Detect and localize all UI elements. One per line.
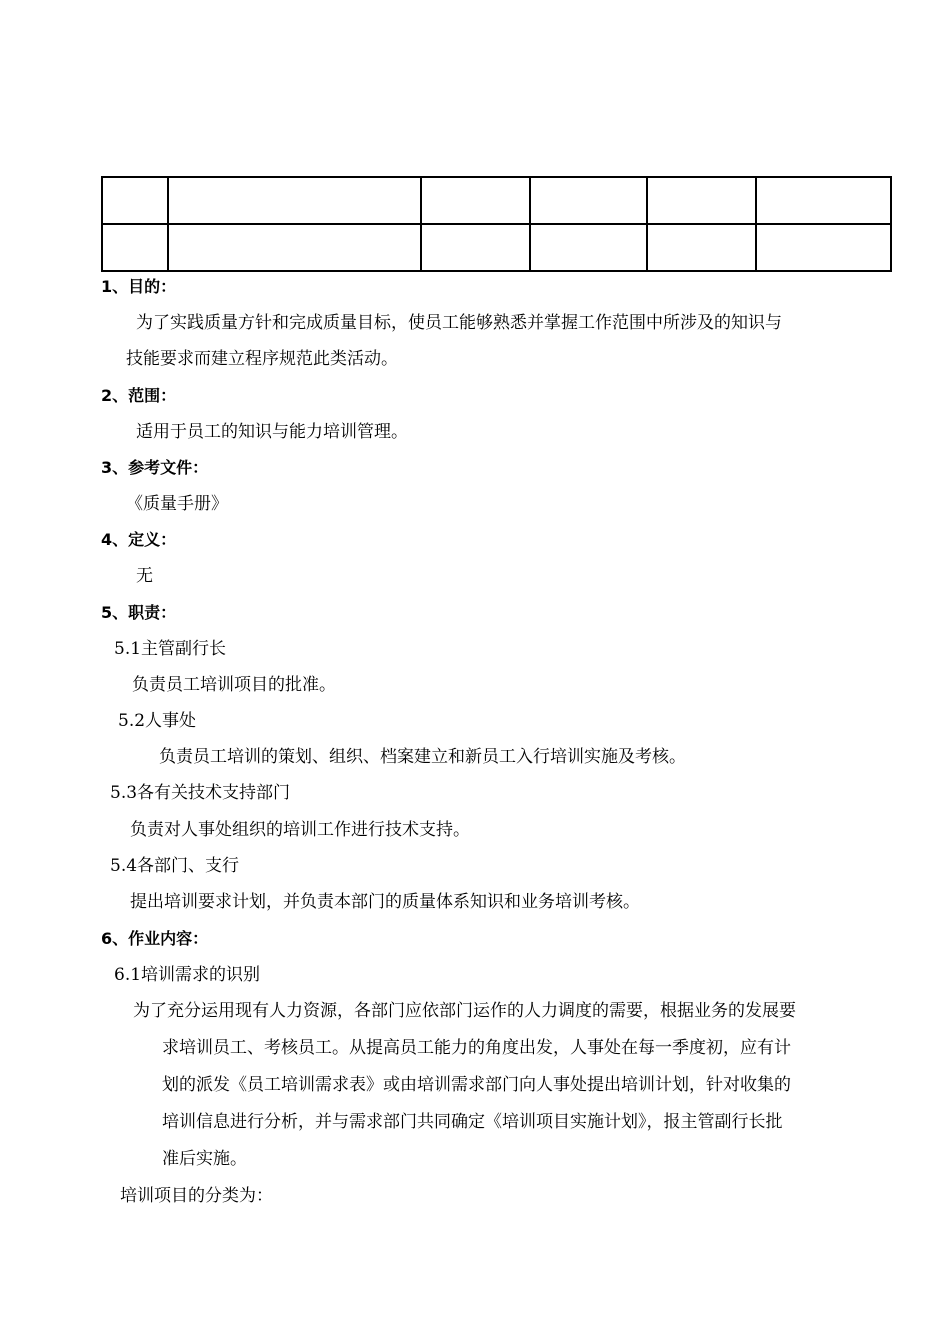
- operations-paragraph-line: 求培训员工、考核员工。从提高员工能力的角度出发，人事处在每一季度初，应有计: [162, 1038, 791, 1058]
- responsibility-title: 5.4各部门、支行: [110, 856, 240, 876]
- header-table-cell: [421, 224, 530, 271]
- header-table-cell: [530, 224, 647, 271]
- operations-paragraph-line: 培训信息进行分析，并与需求部门共同确定《培训项目实施计划》，报主管副行长批: [162, 1112, 783, 1132]
- responsibility-title: 5.1主管副行长: [114, 639, 227, 659]
- operations-paragraph-line: 为了充分运用现有人力资源，各部门应依部门运作的人力调度的需要，根据业务的发展要: [133, 1001, 796, 1021]
- section-heading-scope: 2、范围：: [101, 386, 177, 405]
- scope-text: 适用于员工的知识与能力培训管理。: [136, 422, 408, 442]
- responsibility-text: 提出培训要求计划，并负责本部门的质量体系知识和业务培训考核。: [130, 892, 640, 912]
- header-table-cell: [421, 177, 530, 224]
- header-table-cell: [168, 177, 421, 224]
- header-table-cell: [647, 224, 756, 271]
- definitions-text: 无: [136, 566, 153, 586]
- section-heading-operations: 6、作业内容：: [101, 929, 209, 948]
- header-table-row: [102, 224, 891, 271]
- classification-label: 培训项目的分类为：: [120, 1186, 273, 1206]
- purpose-text-line: 为了实践质量方针和完成质量目标，使员工能够熟悉并掌握工作范围中所涉及的知识与: [136, 313, 782, 333]
- header-table-cell: [647, 177, 756, 224]
- references-text: 《质量手册》: [126, 494, 228, 514]
- operations-paragraph-line: 准后实施。: [162, 1149, 247, 1169]
- purpose-text-line: 技能要求而建立程序规范此类活动。: [126, 349, 398, 369]
- header-table-cell: [530, 177, 647, 224]
- responsibility-text: 负责员工培训项目的批准。: [132, 675, 336, 695]
- responsibility-title: 5.2人事处: [118, 711, 197, 731]
- section-heading-definitions: 4、定义：: [101, 530, 177, 549]
- responsibility-text: 负责员工培训的策划、组织、档案建立和新员工入行培训实施及考核。: [159, 747, 686, 767]
- operations-paragraph-line: 划的派发《员工培训需求表》或由培训需求部门向人事处提出培训计划，针对收集的: [162, 1075, 791, 1095]
- header-table-cell: [168, 224, 421, 271]
- header-table-cell: [756, 177, 891, 224]
- responsibility-title: 5.3各有关技术支持部门: [110, 783, 291, 803]
- header-table-row: [102, 177, 891, 224]
- header-table-cell: [102, 224, 168, 271]
- header-table-cell: [756, 224, 891, 271]
- sub-section-title: 6.1培训需求的识别: [114, 965, 261, 985]
- header-table-cell: [102, 177, 168, 224]
- section-heading-references: 3、参考文件：: [101, 458, 209, 477]
- section-heading-responsibilities: 5、职责：: [101, 603, 177, 622]
- section-heading-purpose: 1、目的：: [101, 277, 177, 296]
- responsibility-text: 负责对人事处组织的培训工作进行技术支持。: [130, 820, 470, 840]
- header-table: [101, 176, 892, 272]
